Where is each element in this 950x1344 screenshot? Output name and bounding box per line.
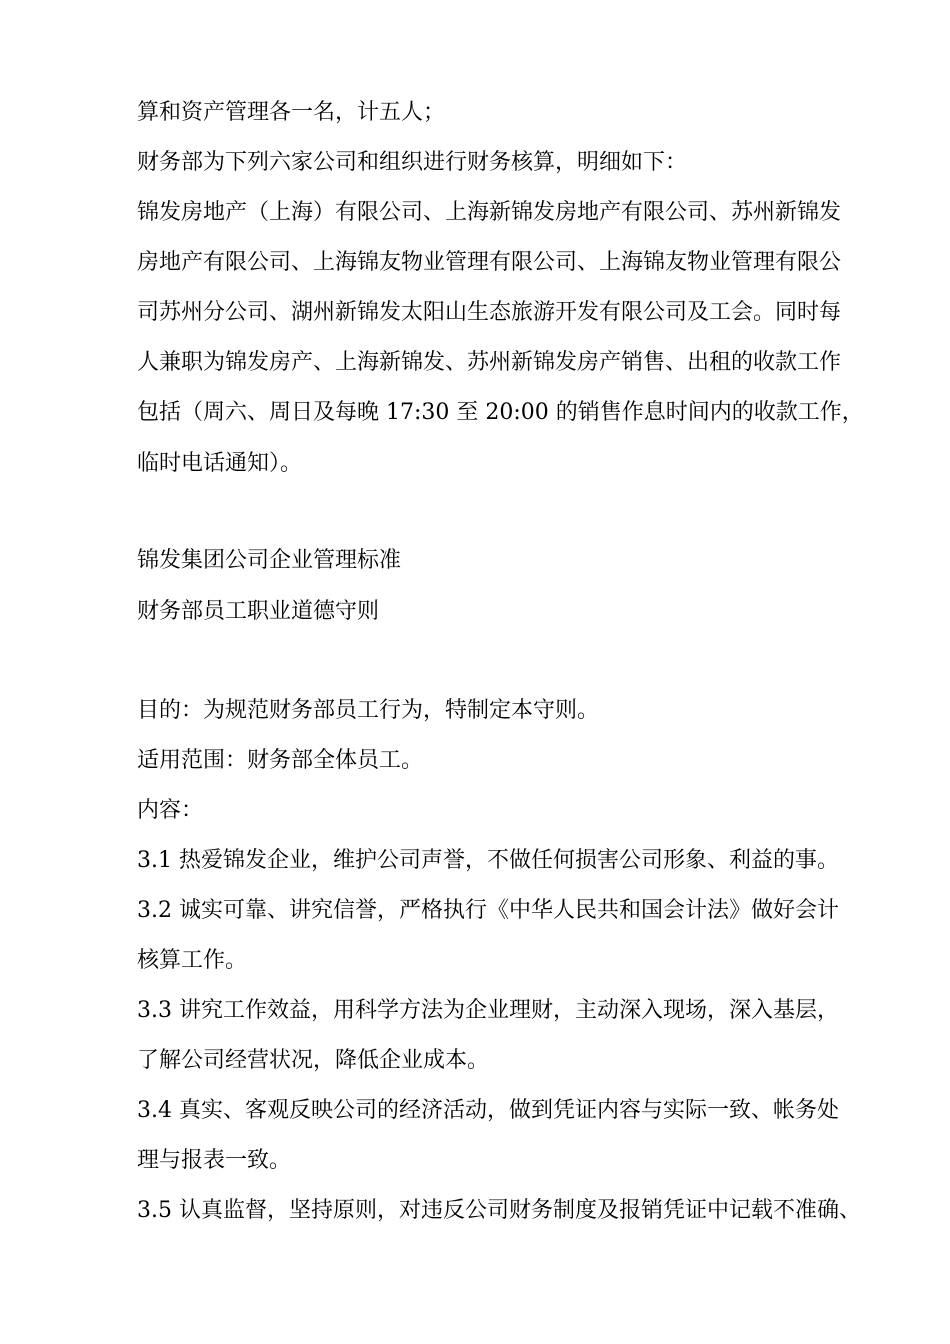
text-line: 3.5 认真监督，坚持原则，对违反公司财务制度及报销凭证中记载不准确、 [137,1198,861,1223]
text-line: 目的：为规范财务部员工行为，特制定本守则。 [137,698,600,723]
text-line: 核算工作。 [137,948,248,973]
text-line: 适用范围：财务部全体员工。 [137,748,424,773]
section-heading: 锦发集团公司企业管理标准 [137,548,402,573]
text-line: 财务部为下列六家公司和组织进行财务核算，明细如下： [137,150,688,175]
text-line: 3.1 热爱锦发企业，维护公司声誉，不做任何损害公司形象、利益的事。 [137,848,839,873]
text-line: 3.2 诚实可靠、讲究信誉，严格执行《中华人民共和国会计法》做好会计 [137,898,839,923]
text-line: 司苏州分公司、湖州新锦发太阳山生态旅游开发有限公司及工会。同时每 [137,300,842,325]
text-line: 3.4 真实、客观反映公司的经济活动，做到凭证内容与实际一致、帐务处 [137,1098,839,1123]
text-line: 人兼职为锦发房产、上海新锦发、苏州新锦发房产销售、出租的收款工作 [137,350,842,375]
text-line: 内容： [137,798,204,823]
text-line: 算和资产管理各一名，计五人； [137,100,446,125]
text-line: 了解公司经营状况，降低企业成本。 [137,1048,490,1073]
text-line: 房地产有限公司、上海锦友物业管理有限公司、上海锦友物业管理有限公 [137,250,842,275]
text-line: 锦发房地产（上海）有限公司、上海新锦发房地产有限公司、苏州新锦发 [137,200,842,225]
text-line: 临时电话通知）。 [137,451,303,476]
section-heading: 财务部员工职业道德守则 [137,599,380,624]
text-line: 3.3 讲究工作效益，用科学方法为企业理财，主动深入现场，深入基层， [137,998,839,1023]
text-line: 包括（周六、周日及每晚 17:30 至 20:00 的销售作息时间内的收款工作， [137,400,864,425]
text-line: 理与报表一致。 [137,1148,292,1173]
